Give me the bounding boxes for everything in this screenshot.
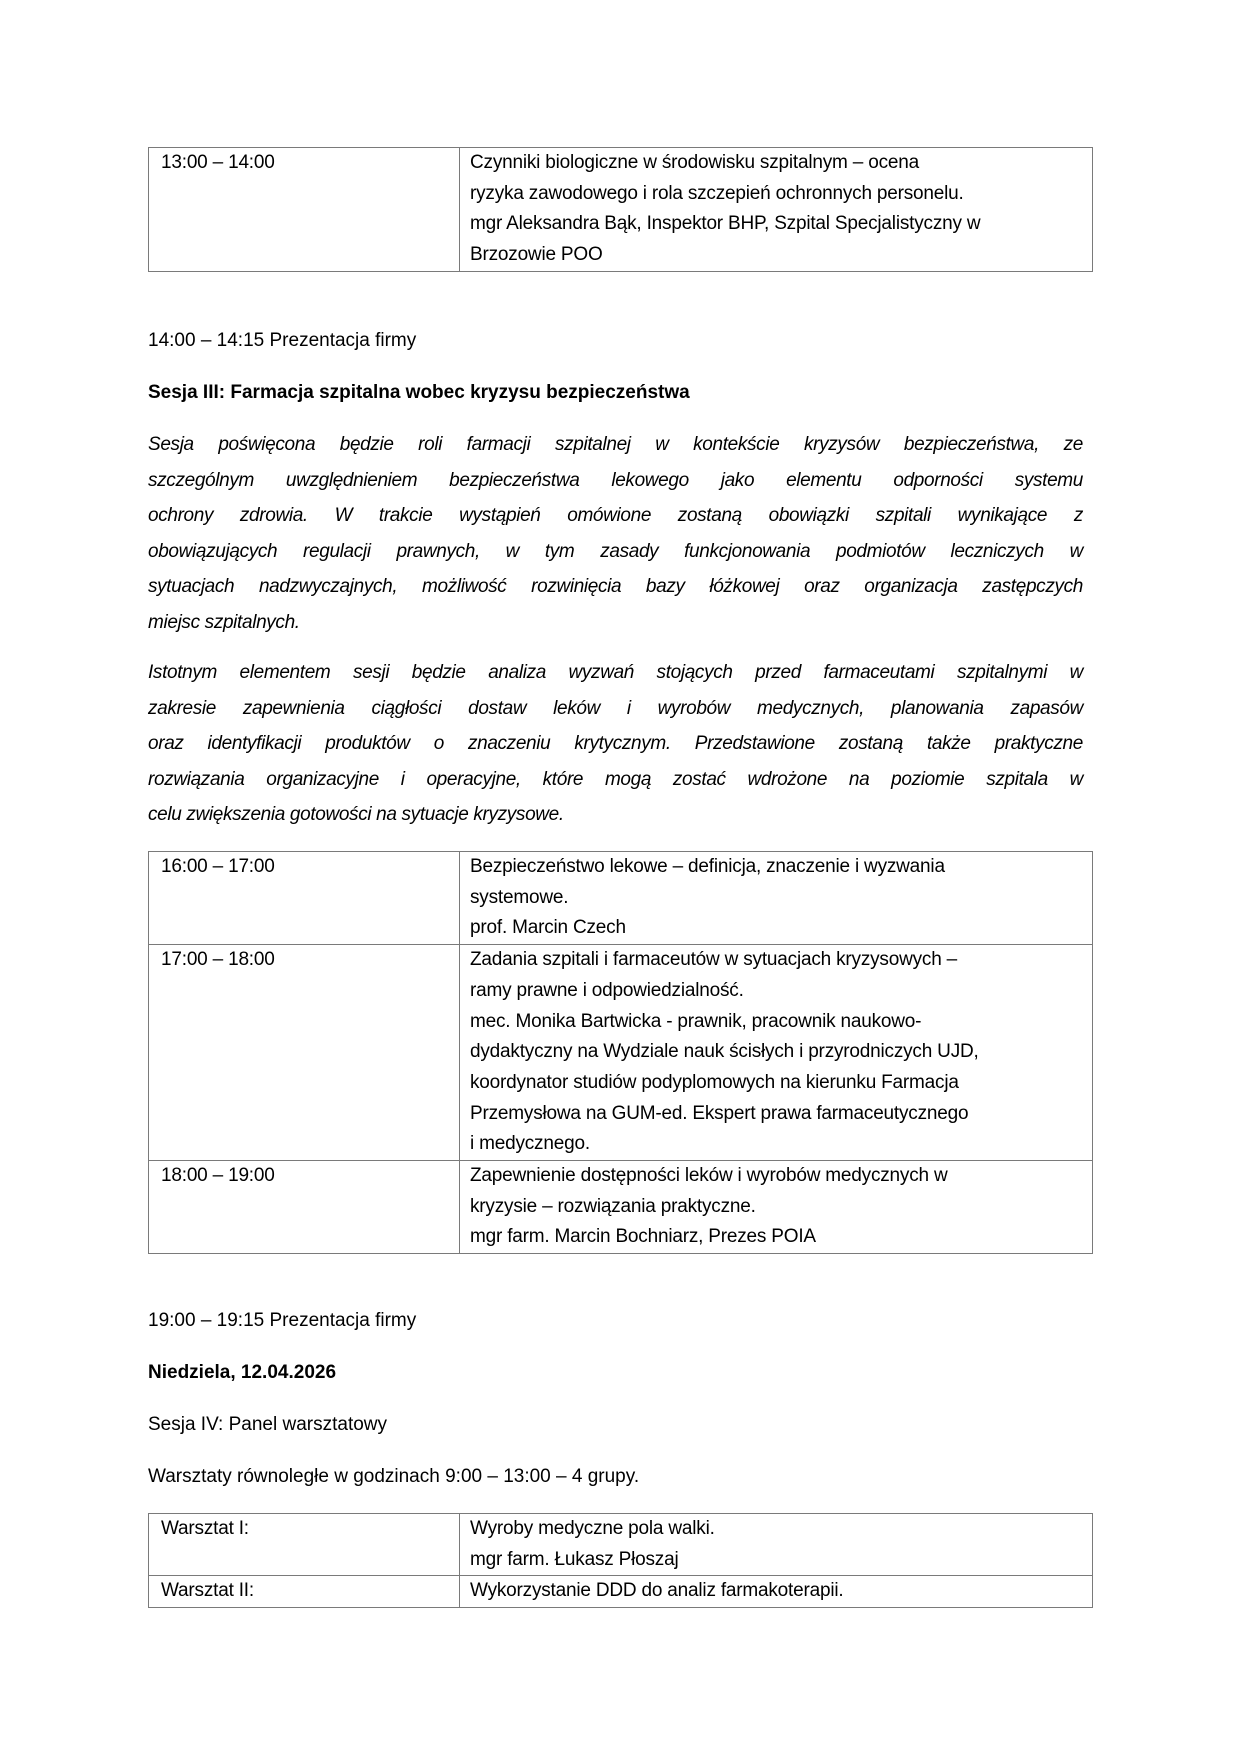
table-row (149, 1576, 1093, 1608)
time-cell (149, 1161, 460, 1254)
session-3-description (148, 427, 1083, 640)
talk-title: ryzyka zawodowego i rola szczepień ochronnych personelu. (470, 182, 964, 204)
paragraph-line: sytuacjach nadzwyczajnych, możliwość rozwinięcia bazy łóżkowej oraz organizacja zastępczych (148, 576, 1083, 597)
speaker: mec. Monika Bartwicka - prawnik, pracownik naukowo- (470, 1010, 922, 1032)
speaker: mgr farm. Łukasz Płoszaj (470, 1548, 679, 1570)
paragraph-line: miejsc szpitalnych. (148, 611, 300, 633)
talk-title: ramy prawne i odpowiedzialność. (470, 979, 744, 1001)
description-cell (460, 1514, 1093, 1576)
speaker: mgr farm. Marcin Bochniarz, Prezes POIA (470, 1226, 816, 1248)
company-presentation-break: 19:00 – 19:15 Prezentacja firmy (148, 1310, 417, 1331)
talk-title: Zapewnienie dostępności leków i wyrobów medycznych w (470, 1165, 948, 1187)
time-cell (149, 852, 460, 945)
workshop-label: Warsztat I: (161, 1518, 249, 1539)
table-row (149, 148, 1093, 272)
session-3-description-2 (148, 655, 1083, 833)
paragraph-line: oraz identyfikacji produktów o znaczeniu krytycznym. Przedstawione zostaną także praktyczne (148, 733, 1083, 754)
workshops-table (148, 1513, 1093, 1608)
paragraph-line: szczególnym uwzględnieniem bezpieczeństwa lekowego jako elementu odporności systemu (148, 469, 1083, 491)
schedule-table-session-2-end (148, 147, 1093, 272)
paragraph-line: ochrony zdrowia. W trakcie wystąpień omówione zostaną obowiązki szpitali wynikające z (148, 505, 1083, 526)
speaker: prof. Marcin Czech (470, 917, 626, 939)
speaker: koordynator studiów podyplomowych na kierunku Farmacja (470, 1071, 959, 1093)
schedule-table-session-3 (148, 851, 1093, 1254)
workshop-label-cell (149, 1576, 460, 1608)
table-row (149, 1161, 1093, 1254)
time-slot: 13:00 – 14:00 (161, 152, 275, 173)
time-slot: 17:00 – 18:00 (161, 949, 275, 971)
workshop-title: Wyroby medyczne pola walki. (470, 1518, 715, 1539)
workshop-label-cell (149, 1514, 460, 1576)
speaker: Przemysłowa na GUM-ed. Ekspert prawa farmaceutycznego (470, 1102, 969, 1124)
table-row (149, 945, 1093, 1161)
time-slot: 18:00 – 19:00 (161, 1165, 275, 1187)
company-presentation-break: 14:00 – 14:15 Prezentacja firmy (148, 330, 417, 351)
workshop-title: Wykorzystanie DDD do analiz farmakoterapii. (470, 1580, 844, 1602)
speaker: mgr Aleksandra Bąk, Inspektor BHP, Szpital Specjalistyczny w (470, 213, 981, 235)
description-cell (460, 148, 1093, 272)
paragraph-line: Sesja poświęcona będzie roli farmacji szpitalnej w kontekście kryzysów bezpieczeństwa, ze (148, 434, 1083, 455)
speaker: i medycznego. (470, 1133, 590, 1155)
session-4-title: Sesja IV: Panel warsztatowy (148, 1414, 388, 1435)
session-3-title: Sesja III: Farmacja szpitalna wobec kryzysu bezpieczeństwa (148, 382, 690, 403)
table-row (149, 852, 1093, 945)
table-row (149, 1514, 1093, 1576)
description-cell (460, 852, 1093, 945)
paragraph-line: obowiązujących regulacji prawnych, w tym zasady funkcjonowania podmiotów leczniczych w (148, 540, 1083, 562)
time-cell (149, 945, 460, 1161)
talk-title: Zadania szpitali i farmaceutów w sytuacjach kryzysowych – (470, 949, 958, 971)
paragraph-line: celu zwiększenia gotowości na sytuacje kryzysowe. (148, 804, 564, 825)
paragraph-line: zakresie zapewnienia ciągłości dostaw leków i wyrobów medycznych, planowania zapasów (148, 697, 1083, 719)
description-cell (460, 945, 1093, 1161)
talk-title: Bezpieczeństwo lekowe – definicja, znaczenie i wyzwania (470, 856, 945, 877)
time-slot: 16:00 – 17:00 (161, 856, 275, 877)
talk-title: Czynniki biologiczne w środowisku szpitalnym – ocena (470, 152, 919, 173)
paragraph-line: Istotnym elementem sesji będzie analiza wyzwań stojących przed farmaceutami szpitalnymi w (148, 662, 1083, 683)
workshops-note: Warsztaty równoległe w godzinach 9:00 – 13:00 – 4 grupy. (148, 1466, 640, 1487)
workshop-label: Warsztat II: (161, 1580, 254, 1602)
time-cell (149, 148, 460, 272)
talk-title: kryzysie – rozwiązania praktyczne. (470, 1195, 756, 1217)
day-heading: Niedziela, 12.04.2026 (148, 1362, 337, 1383)
speaker: Brzozowie POO (470, 244, 603, 266)
talk-title: systemowe. (470, 886, 569, 908)
speaker: dydaktyczny na Wydziale nauk ścisłych i przyrodniczych UJD, (470, 1041, 979, 1063)
paragraph-line: rozwiązania organizacyjne i operacyjne, które mogą zostać wdrożone na poziomie szpitala w (148, 768, 1083, 790)
description-cell (460, 1161, 1093, 1254)
description-cell (460, 1576, 1093, 1608)
